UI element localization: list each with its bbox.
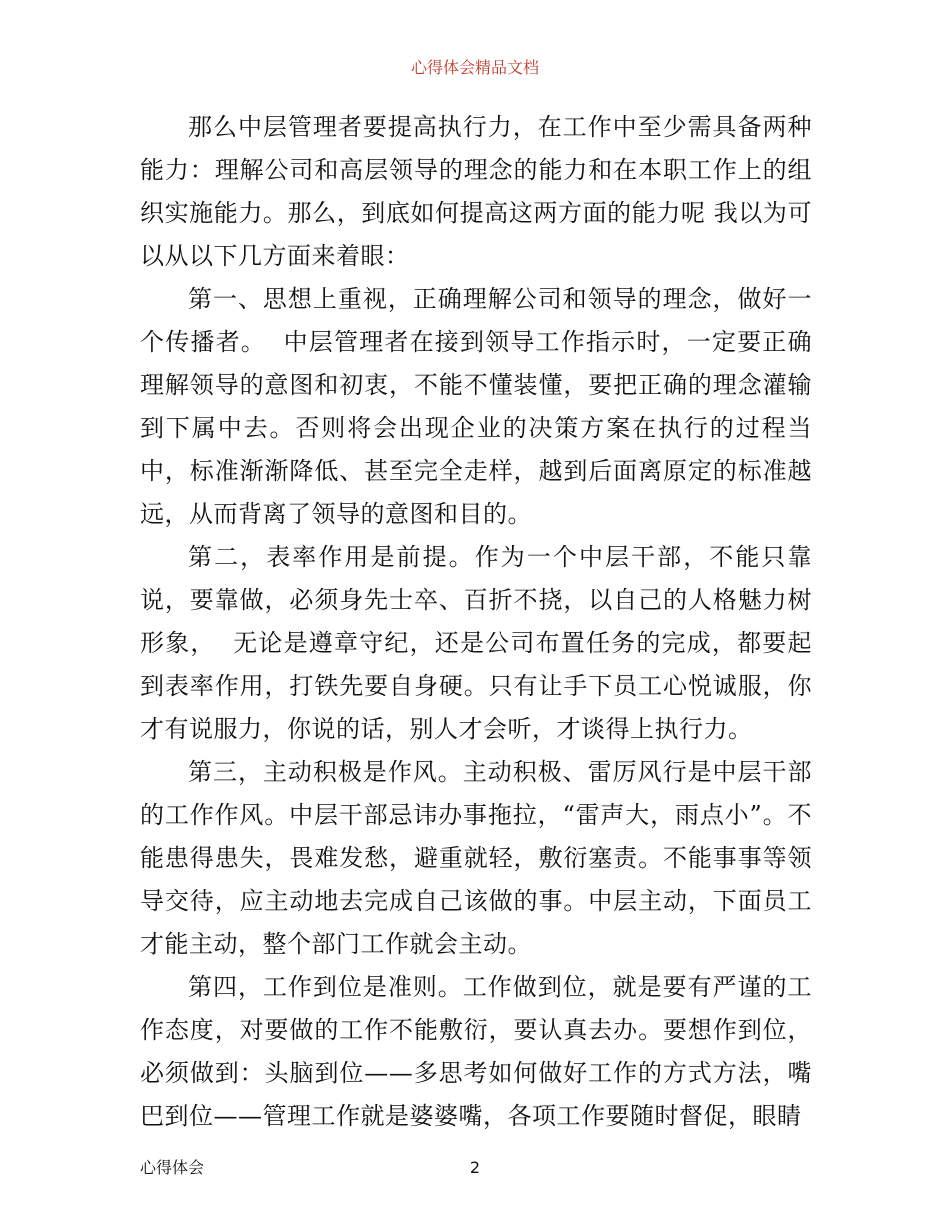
paragraph-fourth-point: 第四，工作到位是准则。工作做到位，就是要有严谨的工作态度，对要做的工作不能敷衍，要认真去办。要想作到位，必须做到：头脑到位——多思考如何做好工作的方式方法，嘴巴到位——管理工作就是婆婆嘴，各项工作要随时督促，眼睛: [140, 973, 812, 1130]
page-number: 2: [469, 1158, 481, 1177]
footer-label: 心得体会: [140, 1158, 205, 1177]
paragraph-second-point: 第二，表率作用是前提。作为一个中层干部，不能只靠说，要靠做，必须身先士卒、百折不挠，以自己的人格魅力树形象， 无论是遵章守纪，还是公司布置任务的完成，都要起到表率作用，打铁先要自身硬。只有让手下员工心悦诚服，你才有说服力，你说的话，别人才会听，才谈得上执行力。: [140, 543, 812, 743]
paragraph-first-point: 第一、思想上重视，正确理解公司和领导的理念，做好一个传播者。 中层管理者在接到领导工作指示时，一定要正确理解领导的意图和初衷，不能不懂装懂，要把正确的理念灌输到下属中去。否则将会出现企业的决策方案在执行的过程当中，标准渐渐降低、甚至完全走样，越到后面离原定的标准越远，从而背离了领导的意图和目的。: [140, 285, 812, 528]
document-body: [140, 106, 812, 1138]
paragraph-third-point: 第三，主动积极是作风。主动积极、雷厉风行是中层干部的工作作风。中层干部忌讳办事拖拉，“雷声大，雨点小”。不能患得患失，畏难发愁，避重就轻，敷衍塞责。不能事事等领导交待，应主动地去完成自己该做的事。中层主动，下面员工才能主动，整个部门工作就会主动。: [140, 758, 812, 958]
page-header-title: 心得体会精品文档: [410, 58, 539, 77]
paragraph-intro: 那么中层管理者要提高执行力，在工作中至少需具备两种能力：理解公司和高层领导的理念的能力和在本职工作上的组织实施能力。那么，到底如何提高这两方面的能力呢 我以为可以从以下几方面来着眼：: [140, 113, 812, 270]
